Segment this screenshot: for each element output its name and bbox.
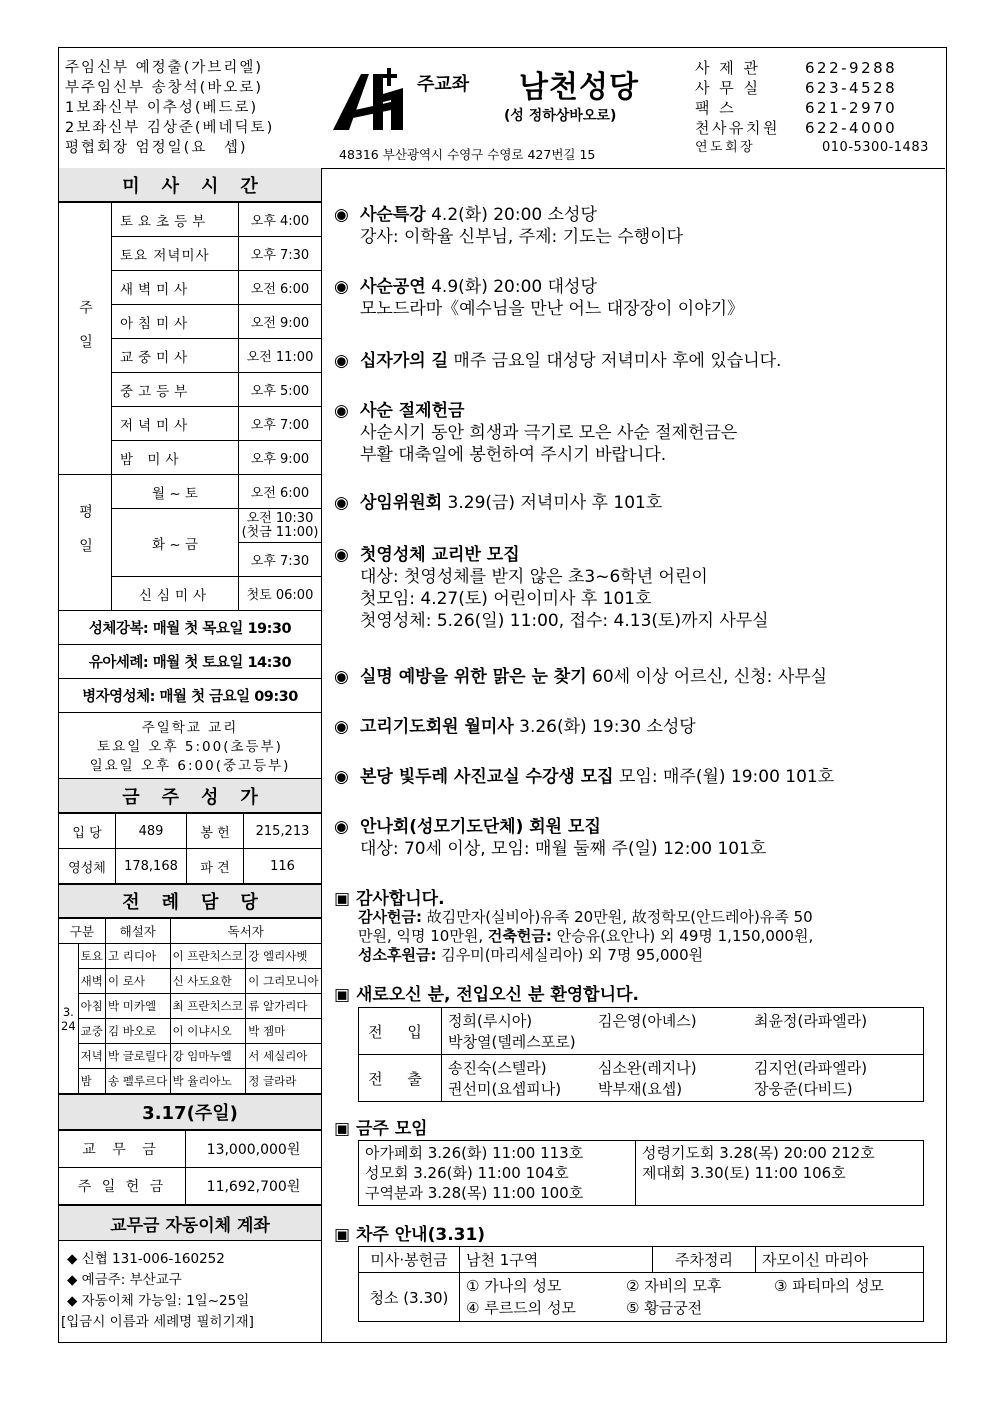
next-week-table <box>358 1246 924 1322</box>
account-line: ◆ 자동이체 가능일: 1일~25일 <box>67 1293 250 1309</box>
cleaning-group: ⑤ 황금궁전 <box>626 1299 703 1317</box>
meeting-item: 제대회 3.30(토) 11:00 106호 <box>642 1164 846 1182</box>
bullet-icon: ◉ <box>334 545 349 565</box>
meetings-right <box>636 1141 924 1206</box>
next-week-row <box>359 1273 924 1322</box>
hymn-number: 215,213 <box>244 814 322 849</box>
sunday-school-line: 토요일 오후 5:00(초등부) <box>97 739 283 755</box>
bullet-icon: ◉ <box>334 401 349 421</box>
liturgy-commentator: 고 리디아 <box>105 944 170 969</box>
announcement-title: 사순 절제헌금 <box>360 401 465 421</box>
sunday-school-title: 주일학교 교리 <box>141 720 239 736</box>
announcement <box>334 276 744 320</box>
welcome-title: 새로오신 분, 전입오신 분 환영합니다. <box>355 985 639 1005</box>
sunday-label: 주일 <box>59 203 112 475</box>
announcement <box>334 816 766 860</box>
meeting-item: 성모회 3.26(화) 11:00 104호 <box>365 1164 569 1182</box>
announcement <box>334 666 827 688</box>
liturgy-row <box>59 944 321 969</box>
square-bullet-icon: ▣ <box>334 1225 351 1245</box>
thanks-label: 감사헌금: <box>358 908 422 926</box>
mass-name: 새벽미사 <box>112 271 239 305</box>
meetings-table <box>358 1140 924 1206</box>
member-name: 장웅준(다비드) <box>754 1080 853 1098</box>
bullet-icon: ◉ <box>334 667 349 687</box>
mass-time: 오후 7:30 <box>239 543 322 577</box>
announcement-text: 매주 금요일 대성당 저녁미사 후에 있습니다. <box>448 351 782 371</box>
member-name: 박부재(요셉) <box>598 1080 683 1098</box>
announcement-detail: 대상: 70세 이상, 모임: 매월 둘째 주(일) 12:00 101호 <box>360 839 767 859</box>
offering-row <box>59 1131 321 1168</box>
sick-communion-line: 병자영성체: 매월 첫 금요일 09:30 <box>59 679 321 713</box>
liturgy-reader: 신 사도요한 <box>170 969 246 994</box>
contact-row <box>695 138 929 158</box>
announcement <box>334 492 662 514</box>
liturgy-row <box>59 1019 321 1044</box>
mass-name: 화 ~ 금 <box>112 509 239 577</box>
welcome-out-names <box>442 1055 924 1102</box>
mass-time <box>239 509 322 543</box>
clergy-line: 2보좌신부 김상준(베네딕토) <box>65 120 275 136</box>
clergy-line: 주임신부 예정출(가브리엘) <box>65 60 263 76</box>
contact-number: 622-4000 <box>805 119 898 137</box>
announcement-detail: 대상: 첫영성체를 받지 않은 초3~6학년 어린이 <box>360 567 708 587</box>
mass-name: 밤 미사 <box>112 441 239 475</box>
bullet-icon: ◉ <box>334 817 349 837</box>
mass-time-title: 미사시간 <box>59 168 321 202</box>
liturgy-header-row <box>59 919 321 944</box>
mass-name: 교중미사 <box>112 339 239 373</box>
liturgy-row <box>59 1069 321 1094</box>
member-name: 심소완(레지나) <box>598 1059 697 1077</box>
mass-time: 오전 9:00 <box>239 305 322 339</box>
church-logo <box>331 64 411 134</box>
cleaning-group: ① 가나의 성모 <box>466 1277 562 1295</box>
square-bullet-icon: ▣ <box>334 889 351 909</box>
announcement-title: 첫영성체 교리반 모집 <box>360 545 520 565</box>
announcement-detail: 첫영성체: 5.26(일) 11:00, 접수: 4.13(토)까지 사무실 <box>360 611 769 631</box>
liturgy-reader: 박 율리아노 <box>170 1069 246 1094</box>
welcome-in-row <box>359 1008 924 1055</box>
mass-name: 아침미사 <box>112 305 239 339</box>
bulletin-frame <box>58 47 947 1343</box>
offering-label: 주 일 헌 금 <box>59 1168 186 1205</box>
contact-number: 622-9288 <box>805 59 898 77</box>
welcome-out-label: 전 출 <box>359 1055 442 1102</box>
bullet-icon: ◉ <box>334 493 349 513</box>
hymn-title: 금주성가 <box>59 779 321 813</box>
announcement-text: 3.26(화) 19:30 소성당 <box>513 717 696 737</box>
next-week-value: 자모이신 마리아 <box>756 1247 924 1273</box>
meeting-item: 아가페회 3.26(화) 11:00 113호 <box>365 1144 584 1162</box>
next-week-label: 미사·봉헌금 <box>359 1247 460 1273</box>
offering-title: 3.17(주일) <box>59 1094 321 1130</box>
announcement-title: 고리기도회원 월미사 <box>360 717 514 737</box>
mass-name: 저녁미사 <box>112 407 239 441</box>
bullet-icon: ◉ <box>334 717 349 737</box>
liturgy-slot: 아침 <box>78 994 105 1019</box>
mass-row <box>59 475 321 509</box>
announcement-detail: 첫모임: 4.27(토) 어린이미사 후 101호 <box>360 589 652 609</box>
announcement-text: 60세 이상 어르신, 신청: 사무실 <box>586 667 828 687</box>
clergy-line: 평협회장 엄정일(요 셉) <box>65 140 248 156</box>
thanks-text: 김우미(마리세실리아) 외 7명 95,000원 <box>436 946 704 964</box>
announcement-text: 모임: 매주(월) 19:00 101호 <box>613 767 835 787</box>
welcome-in-names <box>442 1008 924 1055</box>
next-week-row <box>359 1247 924 1273</box>
announcement-title: 실명 예방을 위한 맑은 눈 찾기 <box>360 667 587 687</box>
member-name: 정희(루시아) <box>448 1012 533 1030</box>
contact-label: 천사유치원 <box>695 119 780 137</box>
liturgy-commentator: 박 미카엘 <box>105 994 170 1019</box>
church-prefix: 주교좌 <box>417 74 470 95</box>
benediction-line: 성체강복: 매월 첫 목요일 19:30 <box>59 611 321 645</box>
clergy-list <box>65 58 274 158</box>
mass-time: 오후 5:00 <box>239 373 322 407</box>
church-name: 남천성당 <box>519 70 639 105</box>
welcome-table <box>358 1007 924 1102</box>
welcome-in-label: 전 입 <box>359 1008 442 1055</box>
infant-baptism-line: 유아세례: 매월 첫 토요일 14:30 <box>59 645 321 679</box>
cleaning-group: ④ 루르드의 성모 <box>466 1299 576 1317</box>
mass-time: 오전 6:00 <box>239 475 322 509</box>
church-patron: (성 정하상바오로) <box>504 108 617 124</box>
contact-number: 621-2970 <box>805 99 898 117</box>
liturgy-row <box>59 1044 321 1069</box>
liturgy-header: 구분 <box>59 919 105 944</box>
liturgy-commentator: 박 글로릴다 <box>105 1044 170 1069</box>
liturgy-table <box>59 918 321 1094</box>
contact-label: 사 무 실 <box>695 79 761 97</box>
announcement-detail: 모노드라마《예수님을 만난 어느 대장장이 이야기》 <box>360 299 745 319</box>
mass-schedule-table <box>59 202 321 611</box>
sunday-school <box>59 713 321 779</box>
church-address: 48316 부산광역시 수영구 수영로 427번길 15 <box>339 147 596 162</box>
contact-row <box>695 98 929 118</box>
announcement-title: 안나회(성모기도단체) 회원 모집 <box>360 817 601 837</box>
meetings-row <box>359 1141 924 1206</box>
bullet-icon: ◉ <box>334 351 349 371</box>
member-name: 송진숙(스텔라) <box>448 1059 547 1077</box>
sidebar <box>59 168 322 1342</box>
mass-name: 중고등부 <box>112 373 239 407</box>
meeting-item: 구역분과 3.28(목) 11:00 100호 <box>365 1184 584 1202</box>
liturgy-reader: 류 알가리다 <box>246 994 321 1019</box>
account-note: [입금시 이름과 세례명 필히기재] <box>61 1314 254 1330</box>
account-title: 교무금 자동이체 계좌 <box>59 1205 321 1241</box>
announcement <box>334 400 737 466</box>
bullet-icon: ◉ <box>334 205 349 225</box>
account-info <box>59 1241 321 1333</box>
liturgy-slot: 교중 <box>78 1019 105 1044</box>
announcement-text: 4.9(화) 20:00 대성당 <box>425 277 597 297</box>
liturgy-date: 3. 24 <box>59 944 78 1094</box>
offering-table <box>59 1130 321 1205</box>
hymn-number: 116 <box>244 849 322 884</box>
liturgy-reader: 이 프란치스코 <box>170 944 246 969</box>
member-name: 김지언(라파엘라) <box>754 1059 868 1077</box>
header <box>59 48 945 169</box>
contact-list <box>695 58 929 158</box>
meetings-left <box>359 1141 636 1206</box>
announcement-text: 3.29(금) 저녁미사 후 101호 <box>442 493 663 513</box>
meetings-section <box>334 1114 428 1139</box>
clergy-line: 1보좌신부 이추성(베드로) <box>65 100 259 116</box>
mass-time: 첫토 06:00 <box>239 577 322 611</box>
announcement-detail: 사순시기 동안 희생과 극기로 모은 사순 절제헌금은 <box>360 423 738 443</box>
liturgy-commentator: 김 바오로 <box>105 1019 170 1044</box>
thanks-text: 만원, 익명 10만원, <box>358 927 488 945</box>
thanks-label: 건축헌금: <box>487 927 552 945</box>
announcement-title: 십자가의 길 <box>360 351 449 371</box>
liturgy-reader: 정 글라라 <box>246 1069 321 1094</box>
announcement <box>334 544 769 632</box>
thanks-text: 故김만자(실비아)유족 20만원, 故정학모(안드레아)유족 50 <box>421 908 813 926</box>
hymn-label: 파 견 <box>187 849 244 884</box>
hymn-row <box>59 814 321 849</box>
cleaning-list <box>460 1273 924 1322</box>
liturgy-reader: 이 이냐시오 <box>170 1019 246 1044</box>
liturgy-row <box>59 969 321 994</box>
mass-time: 오후 7:30 <box>239 237 322 271</box>
hymn-row <box>59 849 321 884</box>
next-week-label: 청소 (3.30) <box>359 1273 460 1322</box>
liturgy-row <box>59 994 321 1019</box>
welcome-section <box>334 980 639 1005</box>
member-name: 김은영(아녜스) <box>598 1012 697 1030</box>
mass-name: 토요초등부 <box>112 203 239 237</box>
next-week-section <box>334 1220 485 1245</box>
next-week-label: 주차정리 <box>653 1247 756 1273</box>
liturgy-header: 해설자 <box>105 919 170 944</box>
cleaning-group: ② 자비의 모후 <box>626 1277 722 1295</box>
mass-time: 오전 6:00 <box>239 271 322 305</box>
mass-time-note: (첫금 11:00) <box>241 524 319 540</box>
weekday-label: 평일 <box>59 475 112 611</box>
announcement-detail: 부활 대축일에 봉헌하여 주시기 바랍니다. <box>360 445 667 465</box>
contact-row <box>695 58 929 78</box>
liturgy-reader: 최 프란치스코 <box>170 994 246 1019</box>
hymn-table <box>59 813 321 884</box>
announcement-detail: 강사: 이학율 신부님, 주제: 기도는 수행이다 <box>360 227 684 247</box>
member-name: 박창열(델레스포로) <box>448 1033 576 1051</box>
thanks-text: 안승유(요안나) 외 49명 1,150,000원, <box>551 927 814 945</box>
next-week-title: 차주 안내(3.31) <box>355 1225 486 1245</box>
welcome-out-row <box>359 1055 924 1102</box>
mass-time: 오후 4:00 <box>239 203 322 237</box>
offering-row <box>59 1168 321 1205</box>
mass-time: 오전 11:00 <box>239 339 322 373</box>
member-name: 최윤정(라파엘라) <box>754 1012 868 1030</box>
square-bullet-icon: ▣ <box>334 1119 351 1139</box>
hymn-number: 178,168 <box>116 849 187 884</box>
hymn-label: 봉 헌 <box>187 814 244 849</box>
liturgy-slot: 새벽 <box>78 969 105 994</box>
liturgy-reader: 서 세실리아 <box>246 1044 321 1069</box>
account-line: ◆ 신협 131-006-160252 <box>67 1251 225 1267</box>
announcements-panel <box>322 168 944 1342</box>
liturgy-header: 독서자 <box>170 919 321 944</box>
mass-row <box>59 203 321 237</box>
hymn-label: 영성체 <box>59 849 116 884</box>
contact-number: 623-4528 <box>805 79 898 97</box>
contact-number: 010-5300-1483 <box>822 140 929 155</box>
liturgy-reader: 강 엘리사벳 <box>246 944 321 969</box>
announcement-title: 사순특강 <box>360 205 426 225</box>
thanks-title: 감사합니다. <box>355 889 445 909</box>
announcement <box>334 766 834 788</box>
mass-name: 토요 저녁미사 <box>112 237 239 271</box>
offering-amount: 11,692,700원 <box>186 1168 322 1205</box>
liturgy-slot: 밤 <box>78 1069 105 1094</box>
liturgy-reader: 이 그리모니아 <box>246 969 321 994</box>
mass-name: 월 ~ 토 <box>112 475 239 509</box>
mass-name: 신심미사 <box>112 577 239 611</box>
thanks-label: 성소후원금: <box>358 946 437 964</box>
liturgy-commentator: 송 펠루르다 <box>105 1069 170 1094</box>
mass-time: 오후 9:00 <box>239 441 322 475</box>
cleaning-group: ③ 파티마의 성모 <box>774 1277 884 1295</box>
announcement-title: 상임위원회 <box>360 493 443 513</box>
announcement-text: 4.2(화) 20:00 소성당 <box>425 205 597 225</box>
member-name: 권선미(요셉피나) <box>448 1080 562 1098</box>
contact-label: 사 제 관 <box>695 59 761 77</box>
bullet-icon: ◉ <box>334 767 349 787</box>
clergy-line: 부주임신부 송창석(바오로) <box>65 80 263 96</box>
mass-time-value: 오전 10:30 <box>246 510 314 526</box>
thanks-body <box>358 908 938 965</box>
contact-label: 팩 스 <box>695 99 737 117</box>
hymn-label: 입 당 <box>59 814 116 849</box>
bullet-icon: ◉ <box>334 277 349 297</box>
mass-time: 오후 7:00 <box>239 407 322 441</box>
liturgy-title: 전례담당 <box>59 884 321 918</box>
announcement <box>334 350 781 372</box>
announcement-title: 사순공연 <box>360 277 426 297</box>
meetings-title: 금주 모임 <box>355 1119 428 1139</box>
announcement <box>334 716 696 738</box>
sunday-school-line: 일요일 오후 6:00(중고등부) <box>89 758 291 774</box>
liturgy-reader: 박 젬마 <box>246 1019 321 1044</box>
next-week-value: 남천 1구역 <box>460 1247 653 1273</box>
meeting-item: 성령기도회 3.28(목) 20:00 212호 <box>642 1144 875 1162</box>
thanks-section <box>334 884 445 909</box>
liturgy-reader: 강 임마누엘 <box>170 1044 246 1069</box>
contact-row <box>695 118 929 138</box>
liturgy-commentator: 이 로사 <box>105 969 170 994</box>
announcement-title: 본당 빛두레 사진교실 수강생 모집 <box>360 767 614 787</box>
contact-row <box>695 78 929 98</box>
liturgy-slot: 저녁 <box>78 1044 105 1069</box>
liturgy-slot: 토요 <box>78 944 105 969</box>
announcement <box>334 204 683 248</box>
hymn-number: 489 <box>116 814 187 849</box>
offering-amount: 13,000,000원 <box>186 1131 322 1168</box>
contact-label: 연도회장 <box>695 140 756 155</box>
square-bullet-icon: ▣ <box>334 985 351 1005</box>
account-line: ◆ 예금주: 부산교구 <box>67 1272 182 1288</box>
offering-label: 교 무 금 <box>59 1131 186 1168</box>
